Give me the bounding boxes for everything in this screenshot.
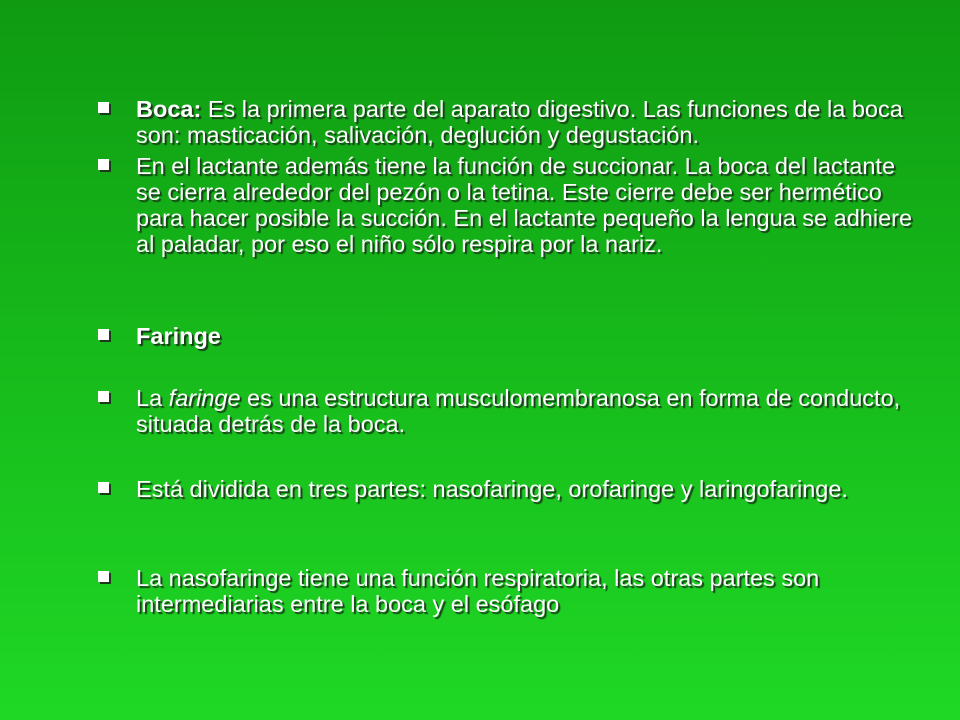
square-bullet-icon (98, 571, 109, 582)
definition-suffix: es una estructura musculomembranosa en forma de conducto, situada detrás de la boca. (136, 385, 901, 437)
bullet-text (136, 96, 918, 148)
bullet-item-lactante (98, 153, 918, 257)
square-bullet-icon (98, 159, 109, 170)
faringe-emphasis: faringe (168, 385, 241, 411)
definition-prefix: La (136, 385, 169, 411)
bullet-item-faringe-heading (98, 323, 918, 349)
lactante-description: En el lactante además tiene la función de succionar. La boca del lactante se cierra alrededor del pezón o la tetina. Este cierre debe ser hermético para hacer posible la succión. En el lactante pequeño la lengua se adhiere al paladar, por eso el niño sólo respira por la nariz. (136, 153, 913, 257)
bullet-item-boca (98, 96, 918, 148)
square-bullet-icon (98, 482, 109, 493)
boca-description: Es la primera parte del aparato digestivo. Las funciones de la boca son: masticación, salivación, deglución y degustación. (136, 96, 903, 148)
faringe-partes-text: Está dividida en tres partes: nasofaringe, orofaringe y laringofaringe. (136, 476, 848, 502)
bullet-item-faringe-definition (98, 385, 918, 437)
square-bullet-icon (98, 391, 109, 402)
nasofaringe-text: La nasofaringe tiene una función respiratoria, las otras partes son intermediarias entre la boca y el esófago (136, 565, 820, 617)
faringe-heading: Faringe (136, 323, 221, 349)
bullet-item-faringe-partes (98, 476, 918, 502)
faringe-definition (136, 385, 918, 437)
term-boca: Boca: (136, 96, 202, 122)
square-bullet-icon (98, 102, 109, 113)
bullet-item-nasofaringe (98, 565, 918, 617)
square-bullet-icon (98, 329, 109, 340)
